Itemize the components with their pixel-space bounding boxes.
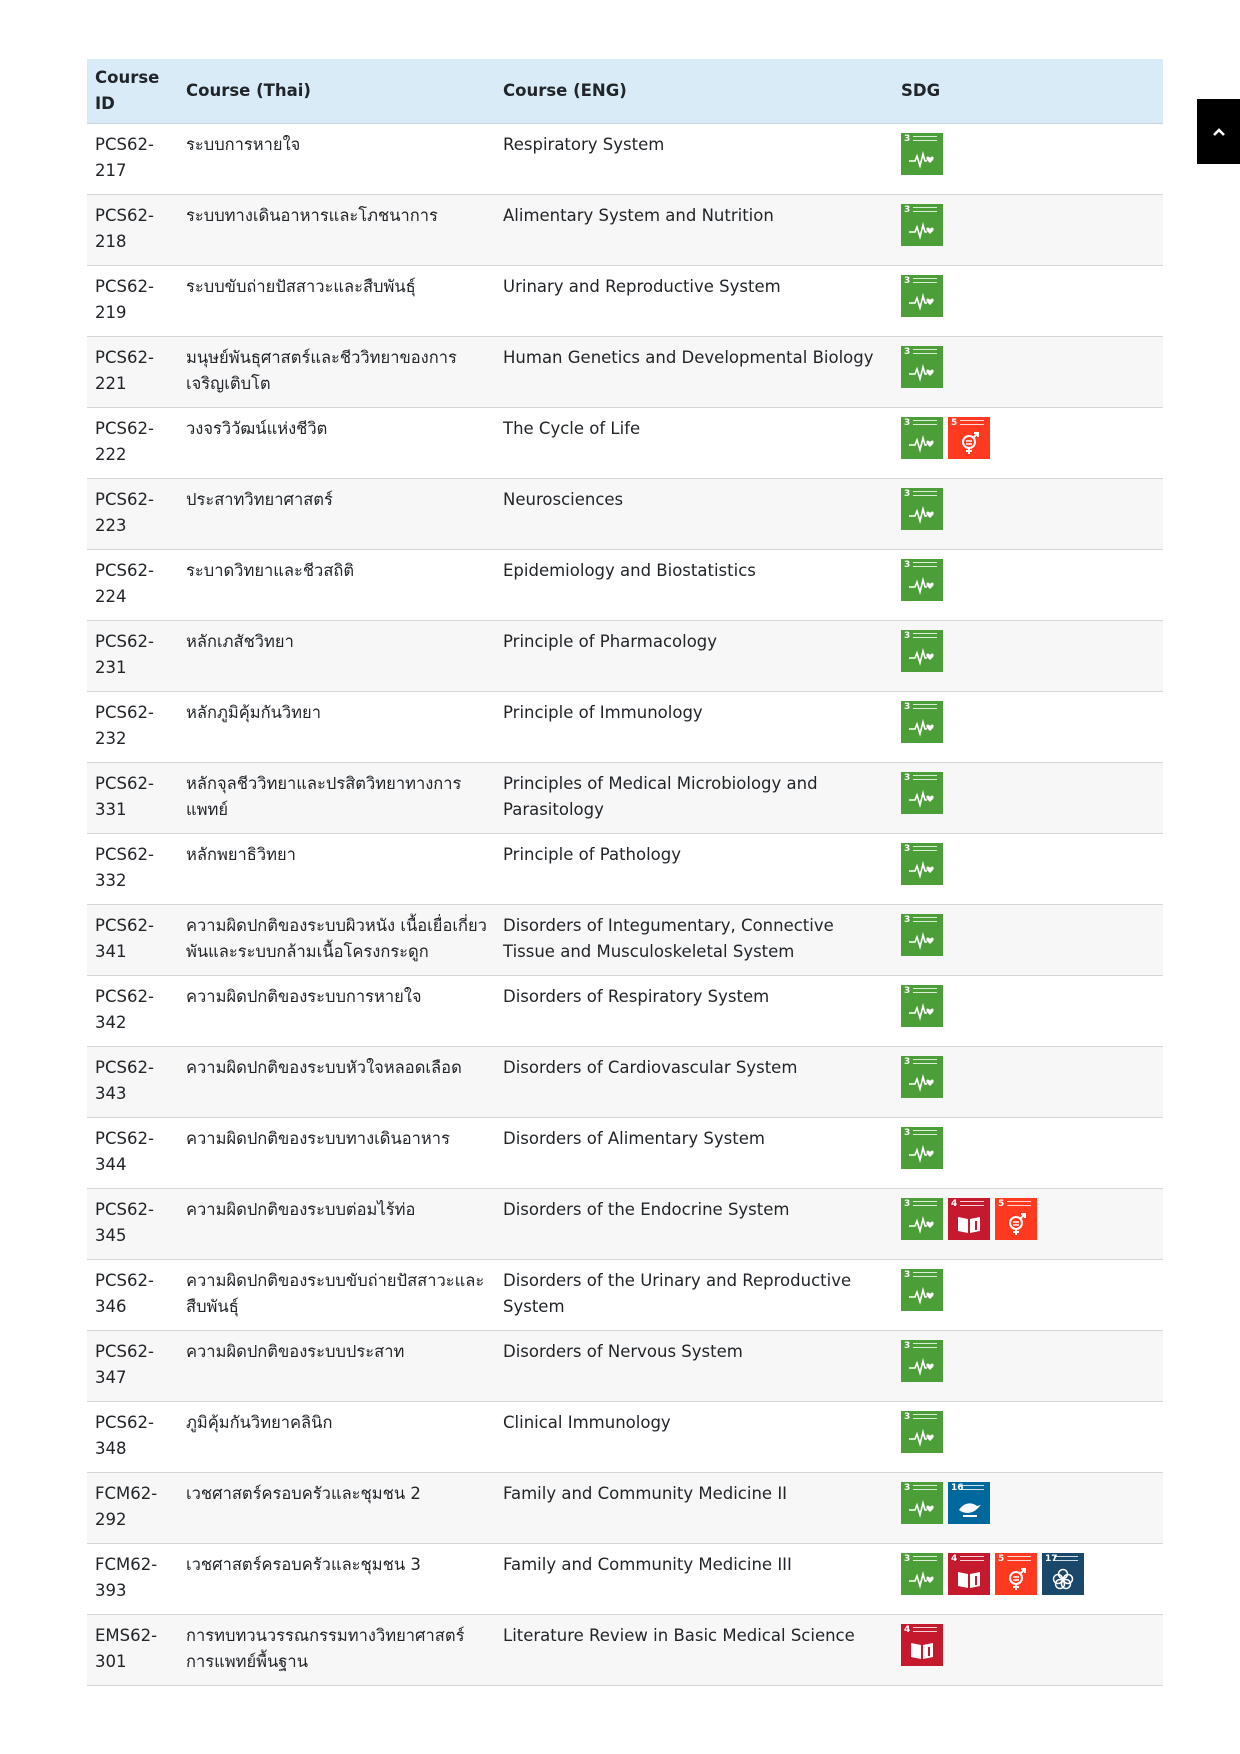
table-row [87, 337, 1163, 408]
sdg-3-badge [901, 417, 943, 459]
course-thai-cell: มนุษย์พันธุศาสตร์และชีววิทยาของการเจริญเติบโต [186, 348, 457, 393]
sdg-number: 3 [904, 1270, 911, 1280]
course-id-cell: PCS62-232 [95, 703, 154, 748]
header-sdg: SDG [893, 59, 1163, 124]
table-row [87, 1615, 1163, 1686]
sdg-number: 5 [998, 1199, 1005, 1209]
course-thai-cell: ประสาทวิทยาศาสตร์ [186, 490, 333, 509]
course-thai-cell: ความผิดปกติของระบบหัวใจหลอดเลือด [186, 1058, 462, 1077]
table-row [87, 905, 1163, 976]
sdg-number: 3 [904, 1483, 911, 1493]
sdg-cell [893, 1118, 1163, 1189]
header-row [87, 59, 1163, 124]
sdg-3-badge [901, 985, 943, 1027]
course-thai-cell: เวชศาสตร์ครอบครัวและชุมชน 3 [186, 1555, 421, 1574]
table-row [87, 621, 1163, 692]
sdg-number: 3 [904, 1128, 911, 1138]
course-eng-cell: Human Genetics and Developmental Biology [503, 348, 874, 367]
course-eng-cell: Disorders of Respiratory System [503, 987, 770, 1006]
header-course-eng: Course (ENG) [495, 59, 893, 124]
table-row [87, 195, 1163, 266]
sdg-3-badge [901, 1411, 943, 1453]
course-eng-cell: Principle of Immunology [503, 703, 703, 722]
table-row [87, 266, 1163, 337]
sdg-3-badge [901, 488, 943, 530]
sdg-number: 3 [904, 773, 911, 783]
sdg-number: 3 [904, 631, 911, 641]
course-thai-cell: ความผิดปกติของระบบขับถ่ายปัสสาวะและสืบพันธุ์ [186, 1271, 485, 1316]
sdg-cell [893, 1473, 1163, 1544]
sdg-3-badge [901, 701, 943, 743]
sdg-5-badge [995, 1553, 1037, 1595]
sdg-number: 4 [951, 1554, 958, 1564]
sdg-3-badge [901, 843, 943, 885]
course-eng-cell: Principles of Medical Microbiology and Parasitology [503, 774, 818, 819]
course-thai-cell: ระบบทางเดินอาหารและโภชนาการ [186, 206, 438, 225]
course-thai-cell: หลักจุลชีววิทยาและปรสิตวิทยาทางการแพทย์ [186, 774, 462, 819]
sdg-cell [893, 692, 1163, 763]
sdg-3-badge [901, 1056, 943, 1098]
sdg-5-badge [948, 417, 990, 459]
sdg-number: 3 [904, 560, 911, 570]
table-row [87, 124, 1163, 195]
course-eng-cell: Epidemiology and Biostatistics [503, 561, 756, 580]
sdg-number: 3 [904, 844, 911, 854]
table-row [87, 479, 1163, 550]
sdg-number: 3 [904, 134, 911, 144]
sdg-cell [893, 550, 1163, 621]
sdg-17-badge [1042, 1553, 1084, 1595]
table-row [87, 408, 1163, 479]
courses-table-container [87, 59, 1163, 1686]
sdg-3-badge [901, 1127, 943, 1169]
course-id-cell: PCS62-345 [95, 1200, 154, 1245]
courses-table [87, 59, 1163, 1686]
sdg-number: 3 [904, 205, 911, 215]
sdg-cell [893, 337, 1163, 408]
course-thai-cell: ระบบการหายใจ [186, 135, 301, 154]
sdg-number: 3 [904, 986, 911, 996]
sdg-cell [893, 1402, 1163, 1473]
sdg-number: 3 [904, 915, 911, 925]
sdg-cell [893, 905, 1163, 976]
course-id-cell: EMS62-301 [95, 1626, 158, 1671]
table-body [87, 124, 1163, 1686]
course-thai-cell: ความผิดปกติของระบบต่อมไร้ท่อ [186, 1200, 416, 1219]
course-id-cell: PCS62-346 [95, 1271, 154, 1316]
course-id-cell: PCS62-332 [95, 845, 154, 890]
course-thai-cell: หลักภูมิคุ้มกันวิทยา [186, 703, 321, 722]
table-header [87, 59, 1163, 124]
sdg-3-badge [901, 1340, 943, 1382]
sdg-number: 3 [904, 1554, 911, 1564]
table-row [87, 1047, 1163, 1118]
course-eng-cell: Family and Community Medicine II [503, 1484, 788, 1503]
table-row [87, 1118, 1163, 1189]
course-eng-cell: The Cycle of Life [503, 419, 641, 438]
sdg-number: 17 [1045, 1554, 1058, 1564]
course-eng-cell: Disorders of Alimentary System [503, 1129, 765, 1148]
table-row [87, 1402, 1163, 1473]
course-thai-cell: ระบาดวิทยาและชีวสถิติ [186, 561, 355, 580]
sdg-cell [893, 1544, 1163, 1615]
course-thai-cell: หลักพยาธิวิทยา [186, 845, 296, 864]
sdg-number: 3 [904, 1057, 911, 1067]
course-eng-cell: Family and Community Medicine III [503, 1555, 792, 1574]
sdg-cell [893, 976, 1163, 1047]
sdg-number: 3 [904, 702, 911, 712]
course-id-cell: FCM62-393 [95, 1555, 158, 1600]
sdg-number: 3 [904, 1341, 911, 1351]
table-row [87, 834, 1163, 905]
sdg-number: 3 [904, 489, 911, 499]
sdg-cell [893, 834, 1163, 905]
sdg-3-badge [901, 630, 943, 672]
course-id-cell: PCS62-222 [95, 419, 154, 464]
table-row [87, 550, 1163, 621]
course-id-cell: PCS62-343 [95, 1058, 154, 1103]
sdg-3-badge [901, 559, 943, 601]
course-id-cell: PCS62-217 [95, 135, 154, 180]
course-eng-cell: Respiratory System [503, 135, 665, 154]
sdg-4-badge [901, 1624, 943, 1666]
sdg-cell [893, 408, 1163, 479]
table-row [87, 976, 1163, 1047]
table-row [87, 1331, 1163, 1402]
sdg-number: 3 [904, 347, 911, 357]
course-id-cell: PCS62-224 [95, 561, 154, 606]
course-eng-cell: Alimentary System and Nutrition [503, 206, 774, 225]
course-id-cell: PCS62-342 [95, 987, 154, 1032]
sdg-number: 5 [951, 418, 958, 428]
course-thai-cell: เวชศาสตร์ครอบครัวและชุมชน 2 [186, 1484, 421, 1503]
sdg-cell [893, 1615, 1163, 1686]
course-eng-cell: Clinical Immunology [503, 1413, 671, 1432]
course-eng-cell: Principle of Pathology [503, 845, 682, 864]
sdg-cell [893, 763, 1163, 834]
course-id-cell: PCS62-223 [95, 490, 154, 535]
sdg-3-badge [901, 772, 943, 814]
sdg-cell [893, 124, 1163, 195]
course-thai-cell: ความผิดปกติของระบบประสาท [186, 1342, 405, 1361]
sdg-3-badge [901, 204, 943, 246]
course-id-cell: PCS62-344 [95, 1129, 154, 1174]
course-thai-cell: ความผิดปกติของระบบการหายใจ [186, 987, 422, 1006]
sdg-cell [893, 266, 1163, 337]
table-row [87, 1189, 1163, 1260]
course-thai-cell: วงจรวิวัฒน์แห่งชีวิต [186, 419, 328, 438]
sdg-3-badge [901, 914, 943, 956]
sdg-3-badge [901, 1198, 943, 1240]
course-id-cell: PCS62-331 [95, 774, 154, 819]
course-eng-cell: Disorders of Integumentary, Connective Tissue and Musculoskeletal System [503, 916, 834, 961]
sdg-cell [893, 1331, 1163, 1402]
header-course-thai: Course (Thai) [178, 59, 495, 124]
table-row [87, 1260, 1163, 1331]
course-id-cell: PCS62-347 [95, 1342, 154, 1387]
chevron-up-icon [1212, 127, 1226, 137]
sdg-number: 3 [904, 276, 911, 286]
course-eng-cell: Disorders of Cardiovascular System [503, 1058, 798, 1077]
sdg-number: 3 [904, 1412, 911, 1422]
sdg-cell [893, 1260, 1163, 1331]
header-course-id: Course ID [87, 59, 178, 124]
course-thai-cell: หลักเภสัชวิทยา [186, 632, 294, 651]
sdg-cell [893, 1047, 1163, 1118]
table-row [87, 763, 1163, 834]
course-thai-cell: ระบบขับถ่ายปัสสาวะและสืบพันธุ์ [186, 277, 416, 296]
course-thai-cell: ภูมิคุ้มกันวิทยาคลินิก [186, 1413, 333, 1432]
sdg-3-badge [901, 275, 943, 317]
table-row [87, 1544, 1163, 1615]
sdg-cell [893, 621, 1163, 692]
sdg-number: 4 [904, 1625, 911, 1635]
course-id-cell: PCS62-218 [95, 206, 154, 251]
course-eng-cell: Principle of Pharmacology [503, 632, 718, 651]
course-eng-cell: Disorders of the Urinary and Reproductive System [503, 1271, 852, 1316]
course-id-cell: FCM62-292 [95, 1484, 158, 1529]
course-thai-cell: ความผิดปกติของระบบทางเดินอาหาร [186, 1129, 450, 1148]
sdg-5-badge [995, 1198, 1037, 1240]
sdg-3-badge [901, 346, 943, 388]
table-row [87, 692, 1163, 763]
course-eng-cell: Disorders of Nervous System [503, 1342, 743, 1361]
course-eng-cell: Urinary and Reproductive System [503, 277, 781, 296]
sdg-number: 4 [951, 1199, 958, 1209]
sdg-16-badge [948, 1482, 990, 1524]
course-eng-cell: Neurosciences [503, 490, 624, 509]
course-thai-cell: การทบทวนวรรณกรรมทางวิทยาศาสตร์การแพทย์พื้นฐาน [186, 1626, 465, 1671]
course-id-cell: PCS62-221 [95, 348, 154, 393]
sdg-3-badge [901, 1482, 943, 1524]
course-thai-cell: ความผิดปกติของระบบผิวหนัง เนื้อเยื่อเกี่ยวพันและระบบกล้ามเนื้อโครงกระดูก [186, 916, 487, 961]
sdg-3-badge [901, 1553, 943, 1595]
sdg-cell [893, 195, 1163, 266]
sdg-number: 3 [904, 1199, 911, 1209]
course-eng-cell: Disorders of the Endocrine System [503, 1200, 790, 1219]
sdg-4-badge [948, 1553, 990, 1595]
sdg-number: 16 [951, 1483, 964, 1493]
course-id-cell: PCS62-341 [95, 916, 154, 961]
table-row [87, 1473, 1163, 1544]
sdg-3-badge [901, 1269, 943, 1311]
sdg-number: 5 [998, 1554, 1005, 1564]
course-id-cell: PCS62-219 [95, 277, 154, 322]
sdg-4-badge [948, 1198, 990, 1240]
sdg-cell [893, 479, 1163, 550]
sdg-number: 3 [904, 418, 911, 428]
scroll-to-top-button[interactable] [1197, 99, 1240, 164]
course-id-cell: PCS62-348 [95, 1413, 154, 1458]
sdg-cell [893, 1189, 1163, 1260]
course-eng-cell: Literature Review in Basic Medical Science [503, 1626, 855, 1645]
sdg-3-badge [901, 133, 943, 175]
course-id-cell: PCS62-231 [95, 632, 154, 677]
